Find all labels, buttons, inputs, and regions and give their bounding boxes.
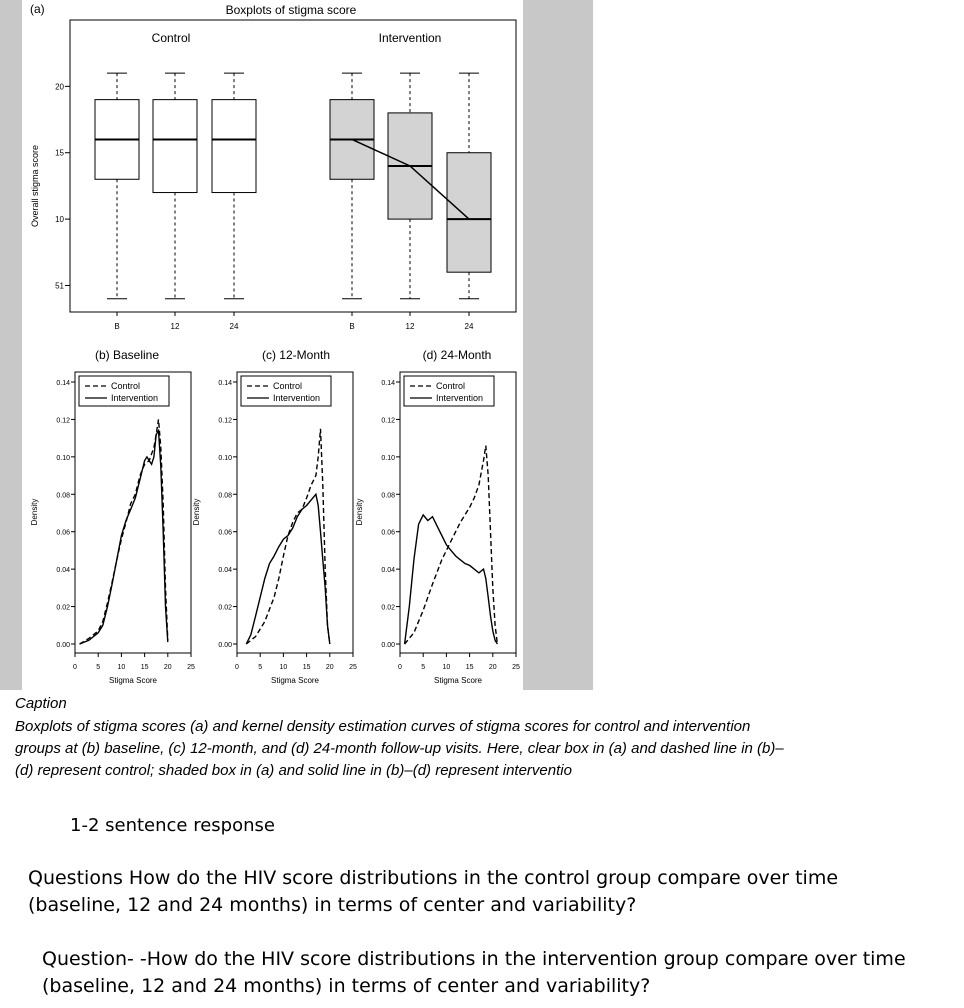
figure	[0, 0, 593, 690]
y-tick-label: 0.06	[381, 529, 395, 537]
x-tick-label: B	[349, 322, 355, 331]
y-tick-label: 0.04	[56, 567, 70, 575]
chart-title: Boxplots of stigma score	[225, 3, 357, 17]
x-axis-label: Stigma Score	[433, 676, 483, 685]
y-tick-label: 0.00	[218, 642, 232, 649]
figure-svg	[0, 0, 593, 690]
legend-label: Intervention	[273, 393, 321, 403]
x-tick-label: 10	[442, 664, 451, 671]
y-tick-label: 0.00	[381, 642, 395, 649]
x-tick-label: 15	[465, 664, 474, 671]
chart-title: (c) 12-Month	[261, 348, 331, 362]
y-tick-label: 0.14	[381, 380, 395, 387]
x-tick-label: 0	[235, 664, 239, 671]
x-tick-label: 5	[258, 664, 263, 671]
y-tick-label: 0.12	[56, 417, 70, 425]
caption-text: Boxplots of stigma scores (a) and kernel density estimation curves of stigma scores for control and intervention groups at (b) baseline, (c) 12-month, and (d) 24-month follow-up visits. Here, clear box in (a) and dashed line in (b)–(d) represent control; shaded box in (a) and solid line in (b)–(d) represent interventio	[15, 718, 784, 779]
boxplot-panel	[30, 3, 516, 331]
x-tick-label: 10	[279, 664, 288, 671]
y-tick-label: 0.08	[56, 492, 70, 500]
density-panels	[30, 348, 520, 685]
x-tick-label: 24	[464, 322, 474, 331]
y-tick-label: 15	[55, 148, 64, 158]
legend-label: Control	[273, 381, 303, 391]
question-2: Question- -How do the HIV score distributions in the intervention group compare over time (baseline, 12 and 24 months) in terms of center and variability?	[42, 948, 906, 997]
y-tick-label: 0.06	[56, 529, 70, 537]
x-tick-label: 20	[325, 664, 334, 671]
intervention-density-curve	[405, 515, 498, 644]
x-tick-label: 25	[349, 664, 357, 671]
y-tick-label: 0.08	[381, 492, 395, 500]
x-tick-label: 10	[117, 664, 126, 671]
y-tick-label: 20	[55, 82, 64, 92]
plot-frame	[237, 372, 353, 653]
y-tick-label: 0.12	[218, 417, 232, 425]
caption-heading: Caption	[15, 695, 67, 712]
y-tick-label: 0.04	[381, 567, 395, 575]
y-tick-label: 0.06	[218, 529, 232, 537]
x-tick-label: 24	[229, 322, 239, 331]
x-tick-label: B	[114, 322, 120, 331]
y-tick-label: 0.14	[56, 380, 70, 387]
y-tick-label: 0.04	[218, 567, 232, 575]
control-density-curve	[246, 429, 329, 644]
x-tick-label: 15	[302, 664, 311, 671]
legend-label: Intervention	[111, 393, 159, 403]
response-instruction: 1-2 sentence response	[70, 815, 275, 836]
box	[447, 153, 491, 272]
x-tick-label: 12	[405, 322, 415, 331]
y-axis-label: Density	[192, 498, 201, 526]
y-tick-label: 0.02	[56, 604, 70, 612]
y-tick-label: 0.14	[218, 380, 232, 387]
control-density-curve	[405, 446, 498, 644]
legend-label: Intervention	[436, 393, 484, 403]
x-tick-label: 5	[96, 664, 101, 671]
y-tick-label: 10	[55, 215, 64, 225]
y-tick-label: 0.10	[381, 454, 395, 462]
intervention-density-curve	[80, 431, 168, 644]
x-tick-label: 20	[163, 664, 172, 671]
x-tick-label: 15	[140, 664, 149, 671]
question-1: Questions How do the HIV score distributions in the control group compare over time (baseline, 12 and 24 months) in terms of center and variability?	[28, 867, 839, 916]
y-tick-label: 0.02	[218, 604, 232, 612]
box	[153, 100, 197, 193]
intervention-density-curve	[246, 494, 329, 644]
panel-a-label: (a)	[30, 2, 45, 16]
x-axis-label: Stigma Score	[108, 676, 158, 685]
box	[212, 100, 256, 193]
y-tick-label: 0.08	[218, 492, 232, 500]
y-tick-label: 0.12	[381, 417, 395, 425]
x-tick-label: 20	[488, 664, 497, 671]
y-tick-label: 51	[55, 281, 64, 291]
legend-label: Control	[436, 381, 466, 391]
y-tick-label: 0.02	[381, 604, 395, 612]
x-tick-label: 5	[421, 664, 426, 671]
y-axis-label: Overall stigma score	[30, 144, 40, 228]
x-tick-label: 0	[73, 664, 77, 671]
y-tick-label: 0.00	[56, 642, 70, 649]
y-axis-label: Density	[355, 498, 364, 526]
x-tick-label: 12	[170, 322, 180, 331]
chart-title: (d) 24-Month	[422, 348, 492, 362]
x-tick-label: 25	[512, 664, 520, 671]
chart-title: (b) Baseline	[94, 348, 160, 362]
group-label: Control	[151, 31, 191, 45]
y-tick-label: 0.10	[218, 454, 232, 462]
y-axis-label: Density	[30, 498, 39, 526]
y-tick-label: 0.10	[56, 454, 70, 462]
plot-frame	[400, 372, 516, 653]
plot-frame	[75, 372, 191, 653]
x-tick-label: 25	[187, 664, 195, 671]
group-label: Intervention	[378, 31, 442, 45]
x-axis-label: Stigma Score	[270, 676, 320, 685]
legend-label: Control	[111, 381, 141, 391]
x-tick-label: 0	[398, 664, 402, 671]
